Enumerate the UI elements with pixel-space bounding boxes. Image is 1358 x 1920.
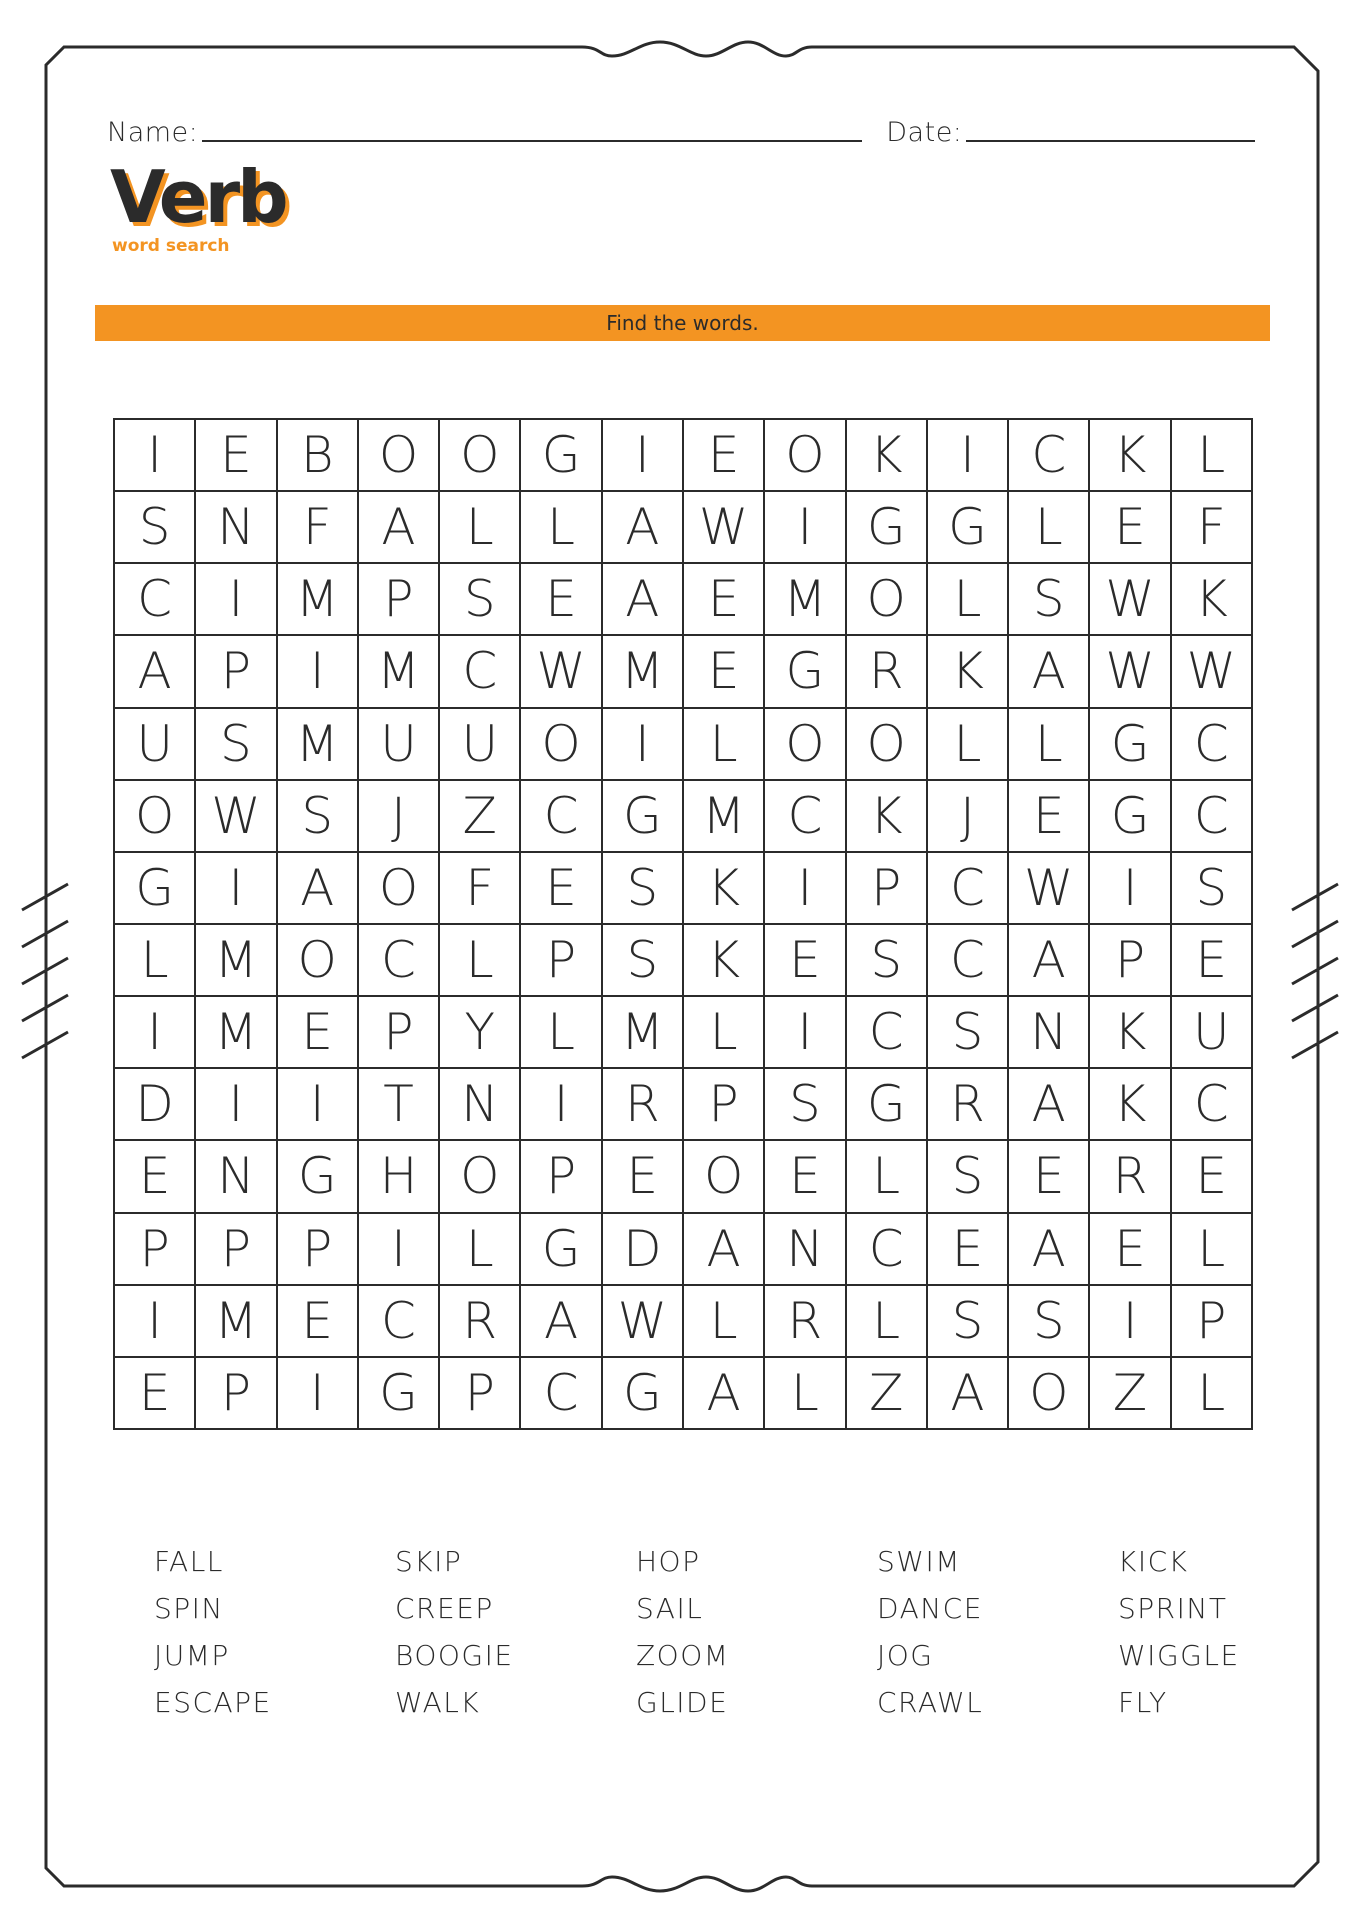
grid-cell[interactable]: O (765, 709, 846, 781)
grid-cell[interactable]: L (1172, 1358, 1253, 1430)
word-list-item: SWIM (877, 1545, 961, 1578)
grid-cell[interactable]: Z (1090, 1358, 1171, 1430)
grid-cell[interactable]: A (603, 492, 684, 564)
grid-cell[interactable]: L (765, 1358, 846, 1430)
grid-cell[interactable]: E (115, 1358, 196, 1430)
grid-cell[interactable]: P (1172, 1286, 1253, 1358)
grid-cell[interactable]: S (278, 781, 359, 853)
grid-cell[interactable]: P (847, 853, 928, 925)
grid-cell[interactable]: K (847, 420, 928, 492)
date-field[interactable] (966, 140, 1255, 142)
grid-cell[interactable]: L (440, 492, 521, 564)
grid-cell[interactable]: M (765, 564, 846, 636)
grid-cell[interactable]: L (928, 564, 1009, 636)
grid-cell[interactable]: B (278, 420, 359, 492)
grid-cell[interactable]: S (1009, 564, 1090, 636)
word-list-item: SAIL (636, 1592, 704, 1625)
grid-cell[interactable]: K (1090, 1069, 1171, 1141)
grid-cell[interactable]: I (765, 997, 846, 1069)
grid-cell[interactable]: S (928, 1286, 1009, 1358)
grid-cell[interactable]: K (1172, 564, 1253, 636)
instruction-text: Find the words. (606, 311, 759, 335)
grid-cell[interactable]: P (196, 1358, 277, 1430)
grid-cell[interactable]: I (765, 853, 846, 925)
grid-cell[interactable]: N (196, 492, 277, 564)
grid-cell[interactable]: E (1172, 925, 1253, 997)
grid-cell[interactable]: A (359, 492, 440, 564)
word-list-item: SKIP (395, 1545, 463, 1578)
grid-cell[interactable]: U (1172, 997, 1253, 1069)
grid-cell[interactable]: A (1009, 925, 1090, 997)
grid-cell[interactable]: Z (847, 1358, 928, 1430)
grid-cell[interactable]: E (684, 564, 765, 636)
word-list-item: SPIN (154, 1592, 224, 1625)
grid-cell[interactable]: W (1090, 564, 1171, 636)
grid-cell[interactable]: W (684, 492, 765, 564)
grid-cell[interactable]: L (440, 925, 521, 997)
grid-cell[interactable]: M (603, 636, 684, 708)
grid-cell[interactable]: S (115, 492, 196, 564)
grid-cell[interactable]: I (196, 1069, 277, 1141)
grid-cell[interactable]: E (1009, 781, 1090, 853)
grid-cell[interactable]: A (684, 1214, 765, 1286)
grid-cell[interactable]: T (359, 1069, 440, 1141)
title-block (110, 155, 286, 256)
grid-cell[interactable]: D (115, 1069, 196, 1141)
word-list-item: JOG (877, 1639, 934, 1672)
instruction-banner (95, 305, 1270, 341)
grid-cell[interactable]: E (278, 997, 359, 1069)
word-list-item: ZOOM (636, 1639, 730, 1672)
grid-cell[interactable]: F (278, 492, 359, 564)
grid-cell[interactable]: Z (440, 781, 521, 853)
grid-cell[interactable]: N (440, 1069, 521, 1141)
grid-cell[interactable]: G (847, 1069, 928, 1141)
grid-cell[interactable]: W (1009, 853, 1090, 925)
grid-cell[interactable]: C (440, 636, 521, 708)
grid-cell[interactable]: O (847, 709, 928, 781)
grid-cell[interactable]: M (278, 564, 359, 636)
grid-cell[interactable]: C (847, 1214, 928, 1286)
grid-cell[interactable]: I (1090, 1286, 1171, 1358)
grid-cell[interactable]: C (521, 781, 602, 853)
word-list-item: CRAWL (877, 1686, 984, 1719)
grid-cell[interactable]: P (196, 1214, 277, 1286)
grid-cell[interactable]: O (359, 420, 440, 492)
grid-cell[interactable]: K (1090, 997, 1171, 1069)
grid-cell[interactable]: A (1009, 1069, 1090, 1141)
grid-cell[interactable]: K (1090, 420, 1171, 492)
grid-cell[interactable]: G (521, 1214, 602, 1286)
grid-cell[interactable]: R (847, 636, 928, 708)
grid-cell[interactable]: G (278, 1141, 359, 1213)
grid-cell[interactable]: K (928, 636, 1009, 708)
grid-cell[interactable]: E (928, 1214, 1009, 1286)
grid-cell[interactable]: E (684, 636, 765, 708)
grid-cell[interactable]: W (603, 1286, 684, 1358)
grid-cell[interactable]: G (603, 1358, 684, 1430)
grid-cell[interactable]: F (440, 853, 521, 925)
grid-cell[interactable]: G (1090, 709, 1171, 781)
grid-cell[interactable]: R (928, 1069, 1009, 1141)
grid-cell[interactable]: S (603, 925, 684, 997)
grid-cell[interactable]: S (847, 925, 928, 997)
word-list-item: DANCE (877, 1592, 983, 1625)
grid-cell[interactable]: O (115, 781, 196, 853)
word-list-item: FLY (1118, 1686, 1168, 1719)
word-list-item: FALL (154, 1545, 224, 1578)
grid-cell[interactable]: P (1090, 925, 1171, 997)
grid-cell[interactable]: C (115, 564, 196, 636)
grid-cell[interactable]: I (928, 420, 1009, 492)
grid-cell[interactable]: I (196, 853, 277, 925)
grid-cell[interactable]: I (521, 1069, 602, 1141)
grid-cell[interactable]: R (440, 1286, 521, 1358)
grid-cell[interactable]: G (1090, 781, 1171, 853)
grid-cell[interactable]: C (359, 925, 440, 997)
grid-cell[interactable]: A (1009, 1214, 1090, 1286)
grid-cell[interactable]: W (1090, 636, 1171, 708)
grid-cell[interactable]: P (440, 1358, 521, 1430)
grid-cell[interactable]: E (521, 853, 602, 925)
grid-cell[interactable]: C (521, 1358, 602, 1430)
grid-cell[interactable]: E (1009, 1141, 1090, 1213)
grid-cell[interactable]: L (847, 1141, 928, 1213)
grid-cell[interactable]: E (278, 1286, 359, 1358)
grid-cell[interactable]: K (684, 853, 765, 925)
grid-cell[interactable]: S (1172, 853, 1253, 925)
grid-cell[interactable]: O (684, 1141, 765, 1213)
grid-cell[interactable]: C (1009, 420, 1090, 492)
grid-cell[interactable]: S (765, 1069, 846, 1141)
grid-cell[interactable]: I (115, 1286, 196, 1358)
grid-cell[interactable]: O (278, 925, 359, 997)
grid-cell[interactable]: I (278, 1358, 359, 1430)
grid-cell[interactable]: L (847, 1286, 928, 1358)
grid-cell[interactable]: E (603, 1141, 684, 1213)
grid-cell[interactable]: J (928, 781, 1009, 853)
grid-cell[interactable]: G (847, 492, 928, 564)
grid-cell[interactable]: D (603, 1214, 684, 1286)
grid-cell[interactable]: I (278, 636, 359, 708)
grid-cell[interactable]: L (521, 492, 602, 564)
grid-cell[interactable]: E (684, 420, 765, 492)
page-subtitle: word search (112, 236, 230, 256)
grid-cell[interactable]: L (115, 925, 196, 997)
grid-cell[interactable]: P (359, 997, 440, 1069)
grid-cell[interactable]: L (684, 997, 765, 1069)
grid-cell[interactable]: I (765, 492, 846, 564)
grid-cell[interactable]: K (847, 781, 928, 853)
grid-cell[interactable]: E (521, 564, 602, 636)
grid-cell[interactable]: C (359, 1286, 440, 1358)
grid-cell[interactable]: P (521, 1141, 602, 1213)
grid-cell[interactable]: S (928, 997, 1009, 1069)
grid-cell[interactable]: F (1172, 492, 1253, 564)
grid-cell[interactable]: G (115, 853, 196, 925)
word-list-item: SPRINT (1118, 1592, 1228, 1625)
grid-cell[interactable]: M (684, 781, 765, 853)
grid-cell[interactable]: L (684, 709, 765, 781)
word-list-item: HOP (636, 1545, 701, 1578)
grid-cell[interactable]: S (440, 564, 521, 636)
grid-cell[interactable]: M (196, 1286, 277, 1358)
grid-cell[interactable]: A (278, 853, 359, 925)
grid-cell[interactable]: A (603, 564, 684, 636)
word-list-item: JUMP (154, 1639, 230, 1672)
grid-cell[interactable]: C (928, 925, 1009, 997)
grid-cell[interactable]: L (1009, 709, 1090, 781)
grid-cell[interactable]: O (765, 420, 846, 492)
grid-cell[interactable]: C (847, 997, 928, 1069)
grid-cell[interactable]: E (765, 1141, 846, 1213)
word-list-item: CREEP (395, 1592, 494, 1625)
grid-cell[interactable]: L (684, 1286, 765, 1358)
date-label: Date: (886, 117, 963, 148)
grid-cell[interactable]: R (1090, 1141, 1171, 1213)
word-search-grid (113, 418, 1253, 1430)
grid-cell[interactable]: U (440, 709, 521, 781)
grid-cell[interactable]: A (928, 1358, 1009, 1430)
grid-cell[interactable]: G (603, 781, 684, 853)
grid-cell[interactable]: A (115, 636, 196, 708)
name-label: Name: (107, 117, 199, 148)
grid-cell[interactable]: P (196, 636, 277, 708)
grid-cell[interactable]: E (196, 420, 277, 492)
grid-cell[interactable]: I (115, 997, 196, 1069)
right-decoration-slashes (1292, 884, 1338, 1058)
grid-cell[interactable]: E (1090, 492, 1171, 564)
word-list (154, 1545, 1254, 1733)
grid-cell[interactable]: P (115, 1214, 196, 1286)
grid-cell[interactable]: L (928, 709, 1009, 781)
grid-cell[interactable]: S (928, 1141, 1009, 1213)
name-field[interactable] (202, 140, 862, 142)
grid-cell[interactable]: P (278, 1214, 359, 1286)
grid-cell[interactable]: G (928, 492, 1009, 564)
grid-cell[interactable]: M (196, 925, 277, 997)
grid-cell[interactable]: S (196, 709, 277, 781)
word-list-item: WIGGLE (1118, 1639, 1240, 1672)
grid-cell[interactable]: I (115, 420, 196, 492)
grid-cell[interactable]: K (684, 925, 765, 997)
grid-cell[interactable]: S (603, 853, 684, 925)
grid-cell[interactable]: Y (440, 997, 521, 1069)
grid-cell[interactable]: U (115, 709, 196, 781)
grid-cell[interactable]: L (440, 1214, 521, 1286)
grid-cell[interactable]: C (1172, 1069, 1253, 1141)
grid-cell[interactable]: E (115, 1141, 196, 1213)
grid-cell[interactable]: H (359, 1141, 440, 1213)
grid-cell[interactable]: C (765, 781, 846, 853)
grid-cell[interactable]: R (765, 1286, 846, 1358)
grid-cell[interactable]: R (603, 1069, 684, 1141)
grid-cell[interactable]: O (1009, 1358, 1090, 1430)
page-title: Verb (110, 155, 286, 239)
grid-cell[interactable]: W (521, 636, 602, 708)
grid-cell[interactable]: O (440, 420, 521, 492)
header-fields (107, 112, 1255, 148)
grid-cell[interactable]: P (359, 564, 440, 636)
grid-cell[interactable]: M (278, 709, 359, 781)
grid-cell[interactable]: W (196, 781, 277, 853)
word-list-item: ESCAPE (154, 1686, 272, 1719)
grid-cell[interactable]: I (278, 1069, 359, 1141)
grid-cell[interactable]: S (1009, 1286, 1090, 1358)
grid-cell[interactable]: U (359, 709, 440, 781)
grid-cell[interactable]: I (603, 420, 684, 492)
grid-cell[interactable]: O (521, 709, 602, 781)
grid-cell[interactable]: I (1090, 853, 1171, 925)
grid-cell[interactable]: N (196, 1141, 277, 1213)
grid-cell[interactable]: E (1090, 1214, 1171, 1286)
grid-cell[interactable]: N (765, 1214, 846, 1286)
grid-cell[interactable]: M (603, 997, 684, 1069)
grid-cell[interactable]: C (928, 853, 1009, 925)
grid-cell[interactable]: G (765, 636, 846, 708)
grid-cell[interactable]: O (440, 1141, 521, 1213)
grid-cell[interactable]: A (521, 1286, 602, 1358)
grid-cell[interactable]: P (521, 925, 602, 997)
grid-cell[interactable]: M (359, 636, 440, 708)
grid-cell[interactable]: G (359, 1358, 440, 1430)
grid-cell[interactable]: L (521, 997, 602, 1069)
grid-cell[interactable]: A (684, 1358, 765, 1430)
grid-cell[interactable]: N (1009, 997, 1090, 1069)
word-list-item: WALK (395, 1686, 481, 1719)
grid-cell[interactable]: P (684, 1069, 765, 1141)
grid-cell[interactable]: L (1172, 420, 1253, 492)
grid-cell[interactable]: I (359, 1214, 440, 1286)
grid-cell[interactable]: A (1009, 636, 1090, 708)
grid-cell[interactable]: E (765, 925, 846, 997)
grid-cell[interactable]: I (603, 709, 684, 781)
grid-cell[interactable]: I (196, 564, 277, 636)
grid-cell[interactable]: O (359, 853, 440, 925)
grid-cell[interactable]: G (521, 420, 602, 492)
grid-cell[interactable]: O (847, 564, 928, 636)
grid-cell[interactable]: C (1172, 781, 1253, 853)
word-list-item: GLIDE (636, 1686, 729, 1719)
word-list-item: BOOGIE (395, 1639, 514, 1672)
grid-cell[interactable]: E (1172, 1141, 1253, 1213)
grid-cell[interactable]: L (1009, 492, 1090, 564)
grid-cell[interactable]: J (359, 781, 440, 853)
grid-cell[interactable]: M (196, 997, 277, 1069)
grid-cell[interactable]: L (1172, 1214, 1253, 1286)
grid-cell[interactable]: C (1172, 709, 1253, 781)
grid-cell[interactable]: W (1172, 636, 1253, 708)
word-list-item: KICK (1118, 1545, 1189, 1578)
